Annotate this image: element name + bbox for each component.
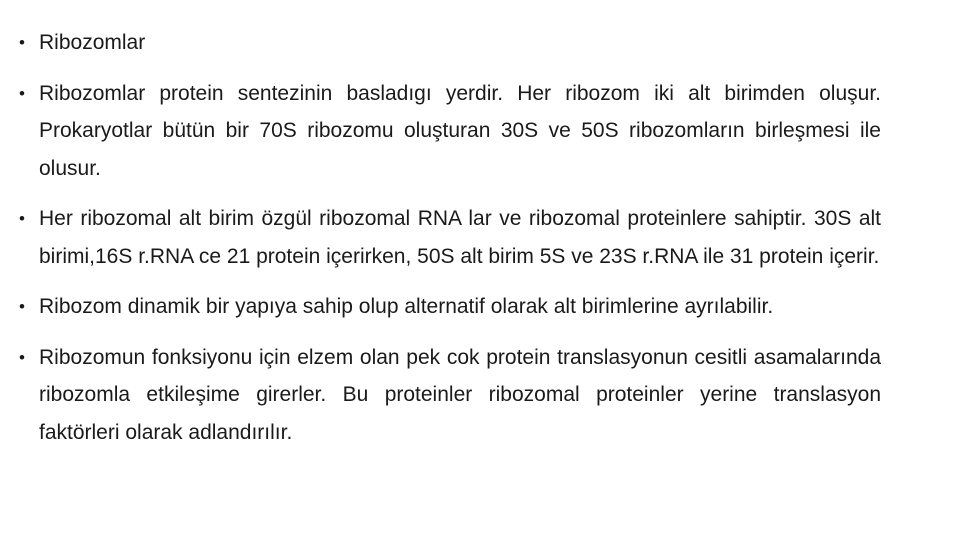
bullet-marker: • (19, 33, 25, 52)
bullet-text: Her ribozomal alt birim özgül ribozomal RNA lar ve ribozomal proteinlere sahiptir. 30S alt birimi,16S r.RNA ce 21 protein içerirken, 50S alt birim 5S ve 23S r.RNA ile 31 protein içerir. (39, 207, 881, 268)
bullet-marker: • (19, 347, 25, 367)
bullet-item-ribosome-synthesis (19, 75, 881, 188)
bullet-text: Ribozomlar (39, 31, 146, 54)
bullet-text: Ribozomlar protein sentezinin basladıgı yerdir. Her ribozom iki alt birimden oluşur. Prokaryotlar bütün bir 70S ribozomu oluşturan 30S ve 50S ribozomların birleşmesi ile olusur. (39, 81, 881, 180)
bullet-marker: • (19, 209, 25, 228)
bullet-marker: • (19, 297, 25, 316)
bullet-item-dynamic-structure (19, 288, 881, 326)
bullet-item-title (19, 24, 881, 62)
bullet-item-translation-factors (19, 339, 881, 452)
bullet-marker: • (19, 83, 25, 103)
bullet-item-subunit-rna (19, 200, 881, 275)
bullet-text: Ribozom dinamik bir yapıya sahip olup alternatif olarak alt birimlerine ayrılabilir. (39, 295, 774, 318)
bullet-text: Ribozomun fonksiyonu için elzem olan pek cok protein translasyonun cesitli asamalarında ribozomla etkileşime girerler. Bu proteinler ribozomal proteinler yerine translasyon faktörleri olarak adlandırılır. (39, 345, 881, 444)
bullet-list (19, 24, 881, 464)
